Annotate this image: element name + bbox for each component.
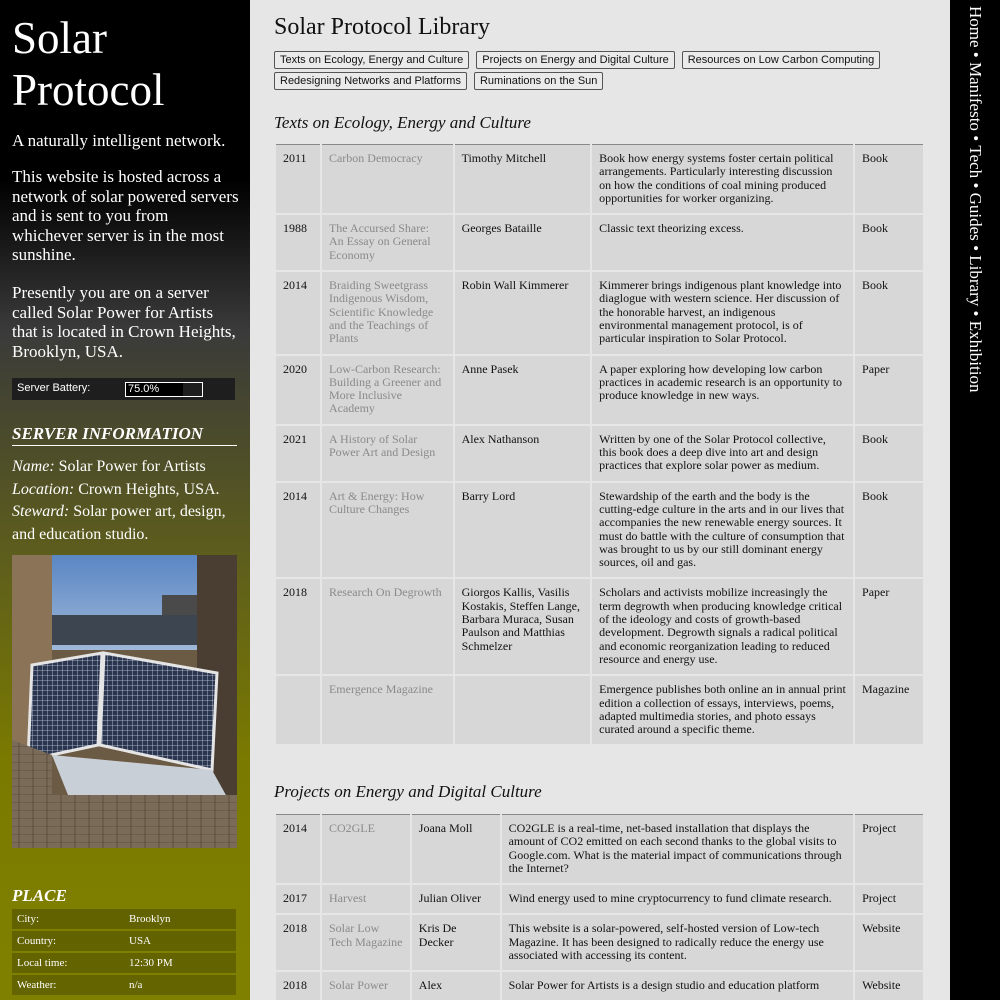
table-row <box>275 145 924 215</box>
nav-menu <box>965 6 985 392</box>
entry-title[interactable]: Research On Degrowth <box>321 578 454 675</box>
battery-meter <box>125 382 203 397</box>
entry-type: Book <box>854 145 924 215</box>
nav-separator: • <box>966 51 985 58</box>
table-row <box>275 675 924 745</box>
entry-year: 2020 <box>275 355 321 425</box>
entry-author: Alex Nathanson <box>454 425 592 482</box>
server-name-label: Name: <box>12 458 55 475</box>
entry-author: Joana Moll <box>411 815 501 885</box>
entry-title[interactable]: The Accursed Share: An Essay on General Economy <box>321 214 454 271</box>
tag-resources-low-carbon[interactable]: Resources on Low Carbon Computing <box>682 51 881 69</box>
entry-title[interactable]: Carbon Democracy <box>321 145 454 215</box>
tagline: A naturally intelligent network. <box>12 131 226 150</box>
current-server-description: Presently you are on a server called Solar Power for Artists that is located in Crown Heights, Brooklyn, USA. <box>12 283 236 361</box>
server-photo <box>12 555 237 848</box>
table-row <box>275 214 924 271</box>
entry-year: 2014 <box>275 815 321 885</box>
entry-description: Stewardship of the earth and the body is the cutting-edge culture in the arts and in our lives that accompanies the new renewable energy sources. It must do battle with the culture of consumption that was brought to us by our still dominant energy sources, oil and gas. <box>591 482 854 579</box>
main-content <box>250 0 950 1000</box>
place-row-local-time <box>12 953 236 973</box>
table-row <box>275 884 924 914</box>
entry-author: Anne Pasek <box>454 355 592 425</box>
table-row <box>275 971 924 1000</box>
entry-year: 2014 <box>275 271 321 354</box>
entry-year <box>275 675 321 745</box>
entry-author: Georges Bataille <box>454 214 592 271</box>
entry-type: Magazine <box>854 675 924 745</box>
entry-title[interactable]: Braiding Sweetgrass Indigenous Wisdom, Scientific Knowledge and the Teachings of Plants <box>321 271 454 354</box>
entry-title[interactable]: Harvest <box>321 884 411 914</box>
entry-title[interactable]: Art & Energy: How Culture Changes <box>321 482 454 579</box>
table-row <box>275 355 924 425</box>
entry-title[interactable]: Low-Carbon Research: Building a Greener and More Inclusive Academy <box>321 355 454 425</box>
place-label: Local time: <box>12 953 124 973</box>
place-row-city <box>12 909 236 929</box>
entry-year: 2011 <box>275 145 321 215</box>
nav-guides[interactable]: Guides <box>966 192 985 241</box>
entry-type: Book <box>854 482 924 579</box>
place-table <box>12 907 236 997</box>
place-row-weather <box>12 975 236 995</box>
nav-separator: • <box>966 135 985 142</box>
section-heading-projects: Projects on Energy and Digital Culture <box>274 782 542 801</box>
table-row <box>275 578 924 675</box>
server-name: Solar Power for Artists <box>58 458 206 475</box>
entry-description: This website is a solar-powered, self-hosted version of Low-tech Magazine. It has been designed to radically reduce the energy use associated with accessing its content. <box>501 914 855 971</box>
library-table-texts <box>274 144 925 746</box>
entry-title[interactable]: Solar Power <box>321 971 411 1000</box>
server-location-label: Location: <box>12 480 75 498</box>
entry-description: CO2GLE is a real-time, net-based installation that displays the amount of CO2 emitted on each second thanks to the global visits to Google.com. What is the material impact of communications through the Internet? <box>501 815 855 885</box>
nav-tech[interactable]: Tech <box>966 145 985 179</box>
entry-description: Written by one of the Solar Protocol collective, this book does a deep dive into art and design practices that explore solar power as medium. <box>591 425 854 482</box>
server-steward: Solar power art, design, and education studio. <box>12 503 226 543</box>
tag-redesigning-networks[interactable]: Redesigning Networks and Platforms <box>274 72 467 90</box>
entry-type: Book <box>854 425 924 482</box>
server-location: Crown Heights, USA. <box>78 480 220 498</box>
entry-type: Project <box>854 815 924 885</box>
place-label: City: <box>12 909 124 929</box>
entry-description: Book how energy systems foster certain political arrangements. Particularly interesting discussion on how the conditions of coal mining produced opportunities for worker organizing. <box>591 145 854 215</box>
entry-type: Website <box>854 971 924 1000</box>
entry-author <box>454 675 592 745</box>
place-row-country <box>12 931 236 951</box>
place-heading: PLACE <box>12 886 67 905</box>
sidebar <box>0 0 250 1000</box>
entry-description: Wind energy used to mine cryptocurrency to fund climate research. <box>501 884 855 914</box>
nav-exhibition[interactable]: Exhibition <box>966 320 985 393</box>
entry-year: 2017 <box>275 884 321 914</box>
entry-description: Emergence publishes both online an in annual print edition a collection of essays, interviews, poems, adapted multimedia stories, and photo essays curated around a specific theme. <box>591 675 854 745</box>
place-value: USA <box>124 931 236 951</box>
entry-title[interactable]: CO2GLE <box>321 815 411 885</box>
nav-manifesto[interactable]: Manifesto <box>966 62 985 131</box>
server-steward-label: Steward: <box>12 503 70 520</box>
table-row <box>275 482 924 579</box>
entry-description: Classic text theorizing excess. <box>591 214 854 271</box>
entry-type: Book <box>854 271 924 354</box>
site-title[interactable]: Solar Protocol <box>12 13 165 115</box>
entry-author: Julian Oliver <box>411 884 501 914</box>
entry-type: Book <box>854 214 924 271</box>
nav-library[interactable]: Library <box>966 255 985 307</box>
tag-projects-energy[interactable]: Projects on Energy and Digital Culture <box>476 51 674 69</box>
entry-type: Paper <box>854 355 924 425</box>
server-information-heading: SERVER INFORMATION <box>12 424 237 446</box>
server-battery <box>12 378 235 400</box>
entry-author: Giorgos Kallis, Vasilis Kostakis, Steffen Lange, Barbara Muraca, Susan Paulson and Matthias Schmelzer <box>454 578 592 675</box>
table-row <box>275 914 924 971</box>
entry-year: 2018 <box>275 578 321 675</box>
place-value: n/a <box>124 975 236 995</box>
tag-texts-ecology[interactable]: Texts on Ecology, Energy and Culture <box>274 51 469 69</box>
entry-year: 2018 <box>275 914 321 971</box>
entry-description: A paper exploring how developing low carbon practices in academic research is an opportunity to produce knowledge in new ways. <box>591 355 854 425</box>
entry-author: Kris De Decker <box>411 914 501 971</box>
entry-title[interactable]: A History of Solar Power Art and Design <box>321 425 454 482</box>
page-title: Solar Protocol Library <box>274 14 490 40</box>
place-label: Country: <box>12 931 124 951</box>
entry-title[interactable]: Solar Low Tech Magazine <box>321 914 411 971</box>
entry-author: Robin Wall Kimmerer <box>454 271 592 354</box>
entry-type: Paper <box>854 578 924 675</box>
section-heading-texts: Texts on Ecology, Energy and Culture <box>274 113 531 132</box>
server-information <box>12 456 242 546</box>
battery-value: 75.0% <box>128 383 160 395</box>
hosting-description: This website is hosted across a network of solar powered servers and is sent to you from whichever server is in the most sunshine. <box>12 167 239 264</box>
nav-separator: • <box>966 310 985 317</box>
entry-description: Scholars and activists mobilize increasingly the term degrowth when producing knowledge critical of the ideology and costs of growth-based development. Degrowth signals a radical political and economic reorganization leading to reduced resource and energy use. <box>591 578 854 675</box>
table-row <box>275 271 924 354</box>
section-tag-list <box>274 50 924 92</box>
battery-label: Server Battery: <box>17 382 91 394</box>
entry-author: Timothy Mitchell <box>454 145 592 215</box>
library-table-projects <box>274 814 925 1000</box>
main-navigation <box>950 0 1000 1000</box>
place-value: 12:30 PM <box>124 953 236 973</box>
entry-author: Alex <box>411 971 501 1000</box>
nav-home[interactable]: Home <box>966 6 985 48</box>
place-value: Brooklyn <box>124 909 236 929</box>
solar-panel-window-illustration <box>12 555 237 848</box>
place-label: Weather: <box>12 975 124 995</box>
entry-year: 2014 <box>275 482 321 579</box>
entry-description: Solar Power for Artists is a design studio and education platform <box>501 971 855 1000</box>
entry-description: Kimmerer brings indigenous plant knowledge into diaglogue with western science. Her discussion of the honorable harvest, an indigenous environmental management protocol, is of particular inspiration to Solar Protocol. <box>591 271 854 354</box>
nav-separator: • <box>966 245 985 252</box>
nav-separator: • <box>966 182 985 189</box>
entry-author: Barry Lord <box>454 482 592 579</box>
entry-title[interactable]: Emergence Magazine <box>321 675 454 745</box>
tag-ruminations-sun[interactable]: Ruminations on the Sun <box>474 72 603 90</box>
entry-type: Website <box>854 914 924 971</box>
entry-year: 2021 <box>275 425 321 482</box>
table-row <box>275 425 924 482</box>
entry-year: 1988 <box>275 214 321 271</box>
table-row <box>275 815 924 885</box>
entry-type: Project <box>854 884 924 914</box>
entry-year: 2018 <box>275 971 321 1000</box>
